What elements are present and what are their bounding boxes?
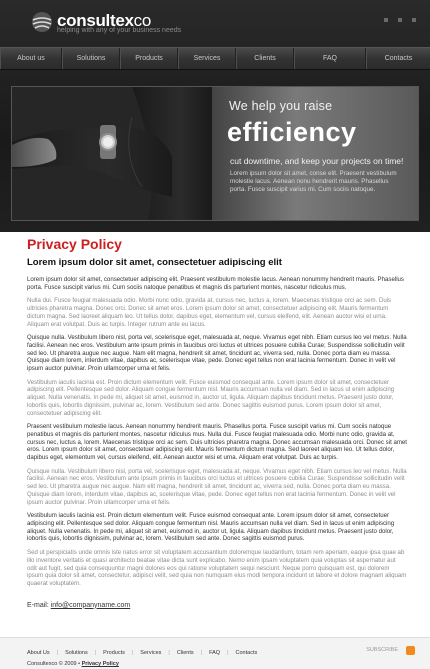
tagline: helping with any of your business needs xyxy=(57,27,182,34)
paragraph: Quisque nulla. Vestibulum libero nisl, porta vel, scelerisque eget, malesuada at, neque. Vivamus eget nibh. Etiam cursus leo vel metus. Nulla facilisi. Aenean nec eros. Vestibulum ante ipsum primis in faucibus orci luctus et ultrices posuere cubilia Curae; Suspendisse sollicitudin velit sed leo. Ut pharetra augue nec augue. Nam elit magna, hendrerit sit amet, tincidunt ac, viverra sed, nulla. Donec porta diam eu massa. Quisque diam lorem, interdum vitae, dapibus ac, scelerisque vitae, pede. Donec eget tellus non erat lacinia fermentum. Donec in velit vel ipsum auctor pulvinar. Proin ullamcorper urna et felis. xyxy=(27,467,407,506)
sitemap-icon[interactable] xyxy=(412,18,416,22)
footer-separator: | xyxy=(200,650,203,656)
footer-link-services[interactable]: Services xyxy=(140,650,162,656)
footer-link-faq[interactable]: FAQ xyxy=(209,650,221,656)
mail-icon[interactable] xyxy=(398,18,402,22)
footer-separator: | xyxy=(56,650,59,656)
nav-item-solutions[interactable]: Solutions xyxy=(62,48,120,69)
copyright xyxy=(27,661,119,667)
banner-highlight: efficiency xyxy=(227,117,357,147)
nav-item-about-us[interactable]: About us xyxy=(0,48,62,69)
home-icon[interactable] xyxy=(384,18,388,22)
header-utility-icons xyxy=(384,18,416,22)
brand-name: consultex xyxy=(57,11,134,30)
businessman-photo xyxy=(12,87,212,221)
page-title: Privacy Policy xyxy=(27,236,122,252)
banner-subline: cut downtime, and keep your projects on time! xyxy=(230,156,404,166)
hero-banner xyxy=(11,86,419,221)
paragraph: Vestibulum iaculis lacinia est. Proin dictum elementum velit. Fusce euismod consequat ante. Lorem ipsum dolor sit amet, consectetuer adipiscing elit. Pellentesque sed dolor. Aliquam congue fermentum nisl. Mauris accumsan nulla vel diam. Sed in lacus ut enim adipiscing aliquet. Nulla venenatis. In pede mi, aliquet sit amet, euismod in, auctor ut, ligula. Aliquam dapibus tincidunt metus. Praesent justo dolor, lobortis quis, lobortis dignissim, pulvinar ac, lorem. Vestibulum sed ante. Donec sagittis euismod purus. Lorem ipsum dolor sit amet, consectetuer adipiscing elit. xyxy=(27,378,395,417)
subscribe-link[interactable]: SUBSCRIBE xyxy=(366,647,398,653)
nav-item-contacts[interactable]: Contacts xyxy=(366,48,430,69)
footer-link-products[interactable]: Products xyxy=(103,650,125,656)
brand-suffix: co xyxy=(133,11,152,30)
nav-item-faq[interactable]: FAQ xyxy=(294,48,366,69)
paragraph: Vestibulum iaculis lacinia est. Proin dictum elementum velit. Fusce euismod consequat ante. Lorem ipsum dolor sit amet, consectetuer adipiscing elit. Pellentesque sed dolor. Aliquam congue fermentum nisl. Mauris accumsan nulla vel diam. Sed in lacus ut enim adipiscing aliquet. Nulla venenatis. In pede mi, aliquet sit amet, euismod in, auctor ut, ligula. Aliquam dapibus tincidunt metus. Praesent justo dolor, lobortis quis, lobortis dignissim, pulvinar ac, lorem. Vestibulum sed ante. Donec sagittis euismod purus. xyxy=(27,512,395,543)
footer-separator: | xyxy=(94,650,97,656)
email-link[interactable]: info@companyname.com xyxy=(50,601,131,609)
paragraph: Praesent vestibulum molestie lacus. Aenean nonummy hendrerit mauris. Phasellus porta. Fusce suscipit varius mi. Cum sociis natoque penatibus et magnis dis parturient montes, nascetur ridiculus mus. Nulla dui. Fusce feugiat malesuada odio. Morbi nunc odio, gravida at, cursus nec, luctus a, lorem. Maecenas tristique orci ac sem. Duis ultricies pharetra magna. Donec accumsan malesuada orci. Donec sit amet eros. Lorem ipsum dolor sit amet, consectetuer adipiscing elit. Mauris fermentum dictum magna. Sed laoreet aliquam leo. Ut tellus dolor, dapibus eget, elementum vel, cursus eleifend, elit. Aenean auctor wisi et urna. Aliquam erat volutpat. Duis ac turpis. xyxy=(27,423,408,462)
nav-item-clients[interactable]: Clients xyxy=(236,48,294,69)
footer-link-about-us[interactable]: About Us xyxy=(27,650,50,656)
paragraph: Sed ut perspiciatis unde omnis iste natus error sit voluptatem accusantium doloremque laudantium, totam rem aperiam, eaque ipsa quae ab illo inventore veritatis et quasi architecto beatae vitae dicta sunt explicabo. Nemo enim ipsam voluptatem quia voluptas sit aspernatur aut odit aut fugit, sed quia consequuntur magni dolores eos qui ratione voluptatem sequi nesciunt. Neque porro quisquam est, qui dolorem ipsum quia dolor sit amet, consectetur, adipisci velit, sed quia non numquam eius modi tempora incidunt ut labore et dolore magnam aliquam quaerat voluptatem. xyxy=(27,549,407,587)
paragraph: Quisque nulla. Vestibulum libero nisl, porta vel, scelerisque eget, malesuada at, neque. Vivamus eget nibh. Etiam cursus leo vel metus. Nulla facilisi. Aenean nec eros. Vestibulum ante ipsum primis in faucibus orci luctus et ultrices posuere cubilia Curae; Suspendisse sollicitudin velit sed leo. Ut pharetra augue nec augue. Nam elit magna, hendrerit sit amet, tincidunt ac, viverra sed, nulla. Donec porta diam eu massa. Quisque diam lorem, interdum vitae, dapibus ac, scelerisque vitae, pede. Donec eget tellus non erat lacinia fermentum. Donec in velit vel ipsum auctor pulvinar. Proin ullamcorper urna et felis. xyxy=(27,334,407,373)
copyright-text: Consultexco © 2009 • xyxy=(27,661,82,667)
footer-nav xyxy=(27,650,257,656)
email-line xyxy=(27,602,407,609)
footer-separator: | xyxy=(168,650,170,656)
paragraph: Nulla dui. Fusce feugiat malesuada odio. Morbi nunc odio, gravida at, cursus nec, luctus a, lorem. Maecenas tristique orci ac sem. Duis ultricies pharetra magna. Donec orci. Donec sit amet eros. Lorem ipsum dolor sit amet, consectetuer adipiscing elit. Mauris fermentum dictum magna. Sed laoreet aliquam leo. Ut tellus dolor, dapibus eget, elementum vel, cursus eleifend, elit. Aenean auctor wisi et urna. Aliquam erat volutpat. Duis ac turpis. Integer rutrum ante eu lacus. xyxy=(27,297,392,328)
banner-headline: We help you raise xyxy=(229,99,333,113)
nav-item-products[interactable]: Products xyxy=(120,48,178,69)
logo-globe-icon xyxy=(31,11,53,33)
banner-text: Lorem ipsum dolor sit amet, conse elit. Praesent vestibulum molestie lacus. Aenean nonu hendrerit mauris. Phasellus porta. Fusce suscipit varius mi. Cum sociis natoque. xyxy=(230,170,397,193)
site-footer xyxy=(0,637,430,669)
page-subtitle: Lorem ipsum dolor sit amet, consectetuer adipiscing elit xyxy=(27,257,282,268)
main-nav xyxy=(0,47,430,70)
site-header xyxy=(0,0,430,232)
footer-separator: | xyxy=(131,650,134,656)
footer-link-contacts[interactable]: Contacts xyxy=(235,650,258,656)
footer-link-clients[interactable]: Clients xyxy=(176,650,194,656)
nav-item-services[interactable]: Services xyxy=(178,48,236,69)
main-content xyxy=(27,236,407,609)
footer-link-solutions[interactable]: Solutions xyxy=(65,650,88,656)
rss-icon[interactable] xyxy=(406,646,415,655)
email-label: E-mail: xyxy=(27,601,51,609)
paragraph: Lorem ipsum dolor sit amet, consectetuer adipiscing elit. Praesent vestibulum molestie lacus. Aenean nonummy hendrerit mauris. Phasellus porta. Fusce suscipit varius mi. Cum sociis natoque penatibus et magnis dis parturient montes, nascetur ridiculus mus. xyxy=(27,276,404,291)
privacy-policy-link[interactable]: Privacy Policy xyxy=(81,661,119,667)
footer-separator: | xyxy=(227,650,229,656)
